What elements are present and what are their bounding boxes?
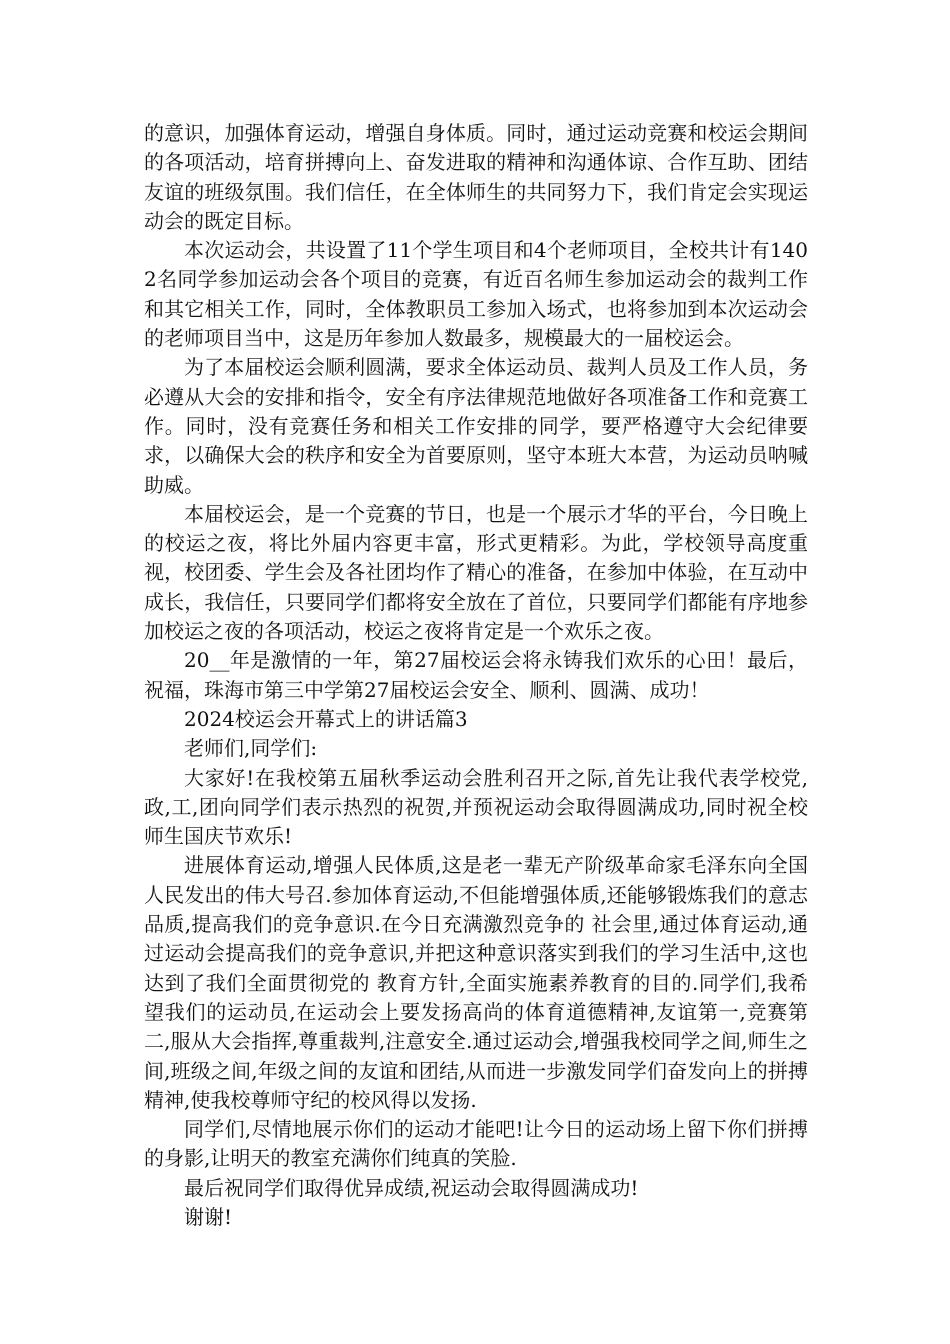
paragraph-sports-importance: 进展体育运动,增强人民体质,这是老一辈无产阶级革命家毛泽东向全国人民发出的伟大号召.参加体育运动,不但能增强体质,还能够锻炼我们的意志品质,提高我们的竞争意识.在今日充满激烈竞争的 社会里,通过体育运动,通过运动会提高我们的竞争意识,并把这种意识落实到我们的学习生活中,这也达到了我们全面贯彻党的 教育方针,全面实施素养教育的目的.同学们,我希望我们的运动员,在运动会上要发扬高尚的体育道德精神,友谊第一,竞赛第二,服从大会指挥,尊重裁判,注意安全.通过运动会,增强我校同学之间,师生之间,班级之间,年级之间的友谊和团结,从而进一步激发同学们奋发向上的拼搏精神,使我校尊师守纪的校风得以发扬. bbox=[144, 853, 808, 1112]
paragraph-encouragement: 同学们,尽情地展示你们的运动才能吧!让今日的运动场上留下你们拼搏的身影,让明天的教室充满你们纯真的笑脸. bbox=[144, 1117, 808, 1171]
paragraph-thanks: 谢谢! bbox=[184, 1204, 233, 1229]
paragraph-greeting: 大家好!在我校第五届秋季运动会胜利召开之际,首先让我代表学校党,政,工,团向同学们表示热烈的祝贺,并预祝运动会取得圆满成功,同时祝全校师生国庆节欢乐! bbox=[144, 765, 808, 849]
paragraph-intro-continued: 的意识，加强体育运动，增强自身体质。同时，通过运动竞赛和校运会期间的各项活动，培育拼搏向上、奋发进取的精神和沟通体谅、合作互助、团结友谊的班级氛围。我们信任，在全体师生的共同努力下，我们肯定会实现运动会的既定目标。 bbox=[144, 121, 808, 233]
salutation: 老师们,同学们: bbox=[184, 736, 318, 761]
paragraph-event-scale: 本次运动会，共设置了11个学生项目和4个老师项目，全校共计有1402名同学参加运动会各个项目的竞赛，有近百名师生参加运动会的裁判工作和其它相关工作，同时，全体教职员工参加入场式，也将参加到本次运动会的老师项目当中，这是历年参加人数最多，规模最大的一届校运会。 bbox=[144, 238, 808, 351]
paragraph-evening-event: 本届校运会，是一个竞赛的节日，也是一个展示才华的平台，今日晚上的校运之夜，将比外届内容更丰富，形式更精彩。为此，学校领导高度重视，校团委、学生会及各社团均作了精心的准备，在参加中体验，在互动中成长，我信任，只要同学们都将安全放在了首位，只要同学们都能有序地参加校运之夜的各项活动，校运之夜将肯定是一个欢乐之夜。 bbox=[144, 501, 808, 644]
document-page bbox=[144, 119, 808, 1232]
section-title: 2024校运会开幕式上的讲话篇3 bbox=[184, 706, 468, 731]
paragraph-requirements: 为了本届校运会顺利圆满，要求全体运动员、裁判人员及工作人员，务必遵从大会的安排和指令，安全有序法律规范地做好各项准备工作和竞赛工作。同时，没有竞赛任务和相关工作安排的同学，要严格遵守大会纪律要求，以确保大会的秩序和安全为首要原则，坚守本班大本营，为运动员呐喊助威。 bbox=[144, 355, 808, 497]
paragraph-closing-wishes: 20__年是激情的一年，第27届校运会将永铸我们欢乐的心田！最后，祝福，珠海市第三中学第27届校运会安全、顺利、圆满、成功！ bbox=[144, 648, 808, 702]
paragraph-final-wish: 最后祝同学们取得优异成绩,祝运动会取得圆满成功! bbox=[184, 1175, 639, 1200]
